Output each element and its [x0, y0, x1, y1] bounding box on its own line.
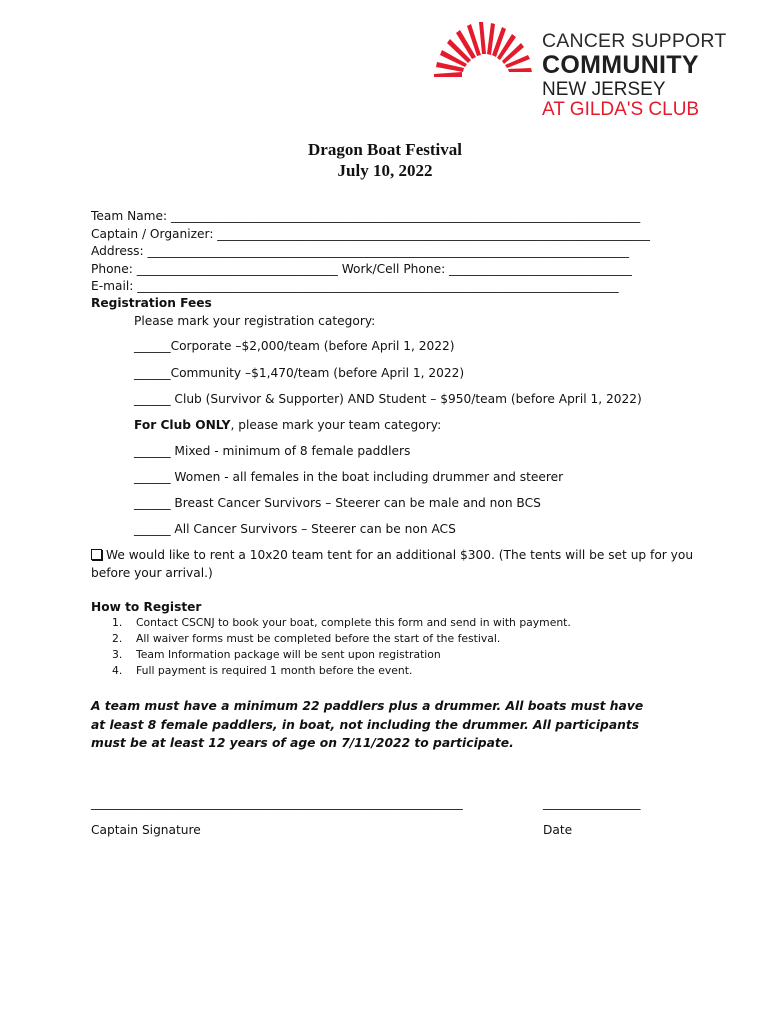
captain-field[interactable]: Captain / Organizer: _______________________________________________________________________ [91, 227, 650, 241]
list-item: 1. Contact CSCNJ to book your boat, complete this form and send in with payment. [112, 616, 571, 629]
tent-checkbox[interactable] [91, 549, 102, 560]
list-item: 3. Team Information package will be sent upon registration [112, 648, 441, 661]
signature-label: Captain Signature [91, 823, 201, 837]
steps-list [112, 615, 571, 679]
category-breast-cancer[interactable]: ______ Breast Cancer Survivors – Steerer can be male and non BCS [134, 496, 541, 510]
email-field[interactable]: E-mail: _______________________________________________________________________________ [91, 279, 619, 293]
address-field[interactable]: Address: _______________________________________________________________________________ [91, 244, 629, 258]
team-name-field[interactable]: Team Name: _____________________________________________________________________________ [91, 209, 641, 223]
date-line[interactable]: ________________ [543, 796, 641, 810]
page-title: Dragon Boat Festival [308, 140, 462, 159]
option-community[interactable]: ______Community –$1,470/team (before April 1, 2022) [134, 366, 465, 380]
date-label: Date [543, 823, 573, 837]
tent-line-2: before your arrival.) [91, 566, 213, 580]
logo-line-2: COMMUNITY [542, 50, 699, 79]
signature-line[interactable]: _____________________________________________________________ [91, 796, 463, 810]
sunburst-logo-icon [432, 22, 542, 82]
category-mixed[interactable]: ______ Mixed - minimum of 8 female paddlers [134, 444, 411, 458]
logo-line-1: CANCER SUPPORT [542, 30, 727, 52]
category-all-cancer[interactable]: ______ All Cancer Survivors – Steerer can be non ACS [134, 522, 456, 536]
requirements-notice: A team must have a minimum 22 paddlers plus a drummer. All boats must have at least 8 female paddlers, in boat, not including the drummer. All participants must be at least 12 years of age on 7/11/2022 to participate. [91, 699, 644, 750]
club-only-prompt [134, 418, 441, 432]
tent-option[interactable] [91, 548, 693, 562]
event-date: July 10, 2022 [337, 161, 433, 180]
club-only-bold: For Club ONLY [134, 418, 231, 432]
option-club-student[interactable]: ______ Club (Survivor & Supporter) AND Student – $950/team (before April 1, 2022) [134, 392, 642, 406]
how-to-heading: How to Register [91, 600, 202, 614]
phone-field[interactable]: Phone: _________________________________ Work/Cell Phone: ______________________________ [91, 262, 632, 276]
option-corporate[interactable]: ______Corporate –$2,000/team (before April 1, 2022) [134, 339, 455, 353]
list-item: 4. Full payment is required 1 month before the event. [112, 664, 413, 677]
logo-line-4: AT GILDA'S CLUB [542, 98, 700, 120]
organization-logo [432, 22, 732, 122]
tent-line-1: We would like to rent a 10x20 team tent for an additional $300. (The tents will be set up for you [106, 548, 694, 562]
registration-prompt: Please mark your registration category: [134, 314, 376, 328]
registration-heading: Registration Fees [91, 296, 212, 310]
category-women[interactable]: ______ Women - all females in the boat including drummer and steerer [134, 470, 564, 484]
club-only-rest: , please mark your team category: [230, 418, 442, 432]
logo-line-3: NEW JERSEY [542, 78, 666, 100]
list-item: 2. All waiver forms must be completed before the start of the festival. [112, 632, 501, 645]
